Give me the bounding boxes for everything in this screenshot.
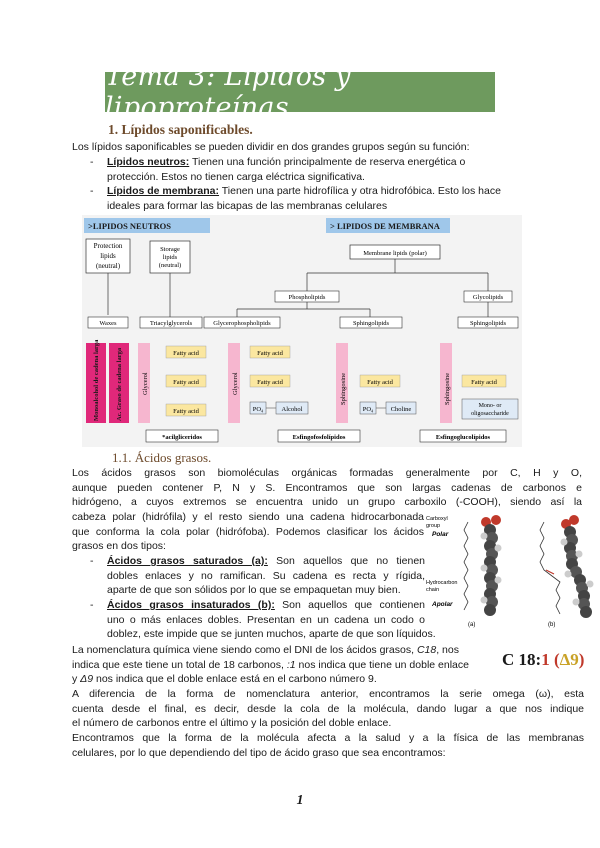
bullet-dash: - [90,156,94,168]
text-line [72,643,502,658]
bullet-line: aparte de que son sólidos por lo que se empaquetan muy bien. [107,584,401,596]
text-line: A diferencia de la forma de nomenclatura anterior, encontramos la serie omega (ω), esta [72,688,584,700]
text-line: Encontramos que la forma de la molécula afecta a la salud y a la física de las membranas [72,732,584,744]
lipid-classification-diagram [82,215,522,447]
bullet-insaturados [107,598,436,642]
waxes-label: Waxes [99,320,117,327]
term-lipidos-neutros: Lípidos neutros: [107,156,190,168]
saturated-space-filling-model [481,515,502,616]
sgl-fatty-acid-label: Fatty acid [471,379,497,386]
glycolipids-label: Glycolipids [472,294,504,301]
protection-label-1: Protection [93,242,123,250]
text-span: La nomenclatura química viene siendo como el DNI de los ácidos grasos, [72,644,417,656]
hydrocarbon-label-2: chain [426,587,440,593]
bullet-lipidos-membrana [107,184,527,213]
section-heading-acidos-grasos: 1.1. Ácidos grasos. [112,450,212,465]
tag-glycerol-label: Glycerol [142,372,149,395]
gpl-fatty-acid-1-label: Fatty acid [257,350,283,357]
formula-delta: Δ9 [559,650,579,669]
formula-carbons: C 18 [502,650,536,669]
storage-label-1: Storage [160,246,180,253]
storage-label-2: lipids [162,254,178,261]
bullet-line [107,598,425,613]
spl-choline-label: Choline [390,406,412,413]
tag-fatty-acid-2-label: Fatty acid [173,379,199,386]
fatty-acids-paragraph-1 [72,466,582,510]
unsaturated-skeleton [540,522,560,614]
bullet-line: doblez, este impide que se junten muchos, aparte de que son líquidos. [107,628,436,640]
membrane-lipids-label: Membrane lipids (polar) [363,250,427,257]
gpl-glycerol-label: Glycerol [232,372,239,395]
text-span: y [72,673,81,685]
fatty-acids-paragraph-1b [72,510,424,554]
footer-esfingofosfolipidos: Esfingofosfolípidos [292,434,346,441]
bullet-text: Tienen una función principalmente de reserva energética o [189,156,466,168]
text-line: aunque pueden contener P, N y S. Encontramos que son largas cadenas de carbonos e [72,481,582,494]
spl-po4-label: PO₄ [362,406,374,413]
bullet-dash: - [90,185,94,197]
gpl-fatty-acid-2-label: Fatty acid [257,379,283,386]
apolar-label: Apolar [432,601,453,608]
label-b: (b) [548,622,556,628]
section-heading-lipidos-saponificables: 1. Lípidos saponificables. [108,122,253,137]
term-saturados: Ácidos grasos saturados (a): [107,555,268,567]
text-span: indica que este tiene un total de 18 carbonos, [72,658,287,671]
spl-fatty-acid-label: Fatty acid [367,379,393,386]
formula-close-paren: ) [578,650,585,669]
bullet-text: Tienen una parte hidrofílica y otra hidrofóbica. Esto los hace [219,185,501,197]
sphingolipids-label: Sphingolipids [352,320,390,327]
header-membrane: > LIPIDOS DE MEMBRANA [330,221,440,231]
sgl-sphingosine-label: Sphingosine [444,372,451,405]
gpl-alcohol-label: Alcohol [281,406,303,413]
hydrocarbon-label-1: Hydrocarbon [426,580,458,586]
tag-fatty-acid-3-label: Fatty acid [173,408,199,415]
carboxyl-label-2: group [426,523,441,529]
wax-fatty-acid-label: Ac. Graso de cadena larga [116,347,123,421]
bullet-lipidos-neutros [107,155,507,184]
bullet-line: uno o más enlaces dobles. Presentan en un cadena un codo o [107,613,425,626]
carboxyl-label-1: Carboxyl [426,516,448,522]
term-lipidos-membrana: Lípidos de membrana: [107,185,220,197]
fatty-acid-figure [424,512,594,630]
protection-label-2: lipids [100,252,116,260]
nomenclature-paragraph [72,643,502,687]
bullet-dash: - [90,599,94,611]
saturated-skeleton [464,522,468,610]
text-line [72,658,502,673]
polar-label: Polar [432,531,449,538]
bullet-line: dobles enlaces y no ramifican. Su cadena es recta y rígida, [107,569,425,582]
bullet-text: Son aquellos que no tienen [267,555,425,567]
glycerophospholipids-label: Glycerophospholipids [213,320,271,327]
text-line [72,672,502,687]
omega-paragraph [72,687,584,731]
wax-alcohol-label: Monoalcohol de cadena larga [93,339,100,421]
text-line: grasos en dos tipos: [72,540,166,552]
bullet-line [107,554,425,569]
text-line: el número de carbonos entre el último y la posición del doble enlace. [72,717,392,729]
formula-colon: : [535,650,542,669]
unsaturated-space-filling-model [561,515,594,618]
text-line: cuenta desde el final, es decir, desde la cola de la molécula, dando lugar a que nos indique [72,702,584,715]
bullet-saturados [107,554,425,598]
intro-paragraph: Los lípidos saponificables se pueden dividir en dos grandes grupos según su función: [72,141,470,153]
text-span: C18 [416,644,437,656]
fatty-acid-formula [502,650,584,670]
bullet-text: Son aquellos que contienen [274,599,425,611]
formula-open-paren: ( [549,650,560,669]
sgl-saccharide-label-2: oligosaccharide [471,411,509,417]
text-line: cabeza polar (hidrófila) y el resto siendo una cadena hidrocarbonada [72,511,424,523]
page-title: Tema 3: Lípidos y lipoproteínas. [105,72,495,112]
storage-label-3: (neutral) [158,262,182,269]
footer-acilgliceridos: *acilgliceridos [162,434,202,441]
sgl-saccharide-label-1: Mono- or [478,403,502,409]
spl-sphingosine-label: Sphingosine [340,372,347,405]
text-span: nos indica que el doble enlace está en el carbono número 9. [93,673,377,685]
protection-label-3: (neutral) [95,262,121,270]
fatty-acid-figure-svg [424,512,594,630]
text-line: Los ácidos grasos son biomoléculas orgánicas formadas generalmente por C, H y O, [72,467,582,479]
page-number: 1 [296,793,304,808]
bullet-text: protección. Estos no tienen carga eléctrica significativa. [107,170,365,183]
phospholipids-label: Phospholipids [288,294,326,301]
bullet-dash: - [90,555,94,567]
text-span: , nos [436,644,459,656]
bullet-text: ideales para formar las bicapas de las membranas celulares [107,199,388,212]
label-a: (a) [468,622,476,628]
footer-esfingoglucolipidos: Esfingoglucolípidos [435,434,491,441]
text-line: que conforma la cola polar (hidrófoba). Podemos clasificar los ácidos [72,525,424,538]
tag-fatty-acid-1-label: Fatty acid [173,350,199,357]
term-insaturados: Ácidos grasos insaturados (b): [107,599,275,611]
gpl-po4-label: PO₄ [252,406,264,413]
membrane-shape-paragraph [72,731,584,760]
text-line: hidrógeno, a cuyos extremos se encuentra unido un grupo carboxilo (-COOH), siendo así la [72,496,582,508]
text-span: :1 [286,658,296,671]
triacylglycerols-label: Triacylglycerols [149,320,193,327]
formula-double-bonds: 1 [541,650,550,669]
header-neutral: >LIPIDOS NEUTROS [88,221,172,231]
text-line: celulares, por lo que dependiendo del tipo de ácido graso que sea encontramos: [72,746,446,759]
sphingolipids-glyco-label: Sphingolipids [469,320,507,327]
text-span: nos indica que tiene un doble enlace [295,658,469,671]
lipid-diagram-svg [82,215,522,447]
text-span: Δ9 [80,673,94,685]
